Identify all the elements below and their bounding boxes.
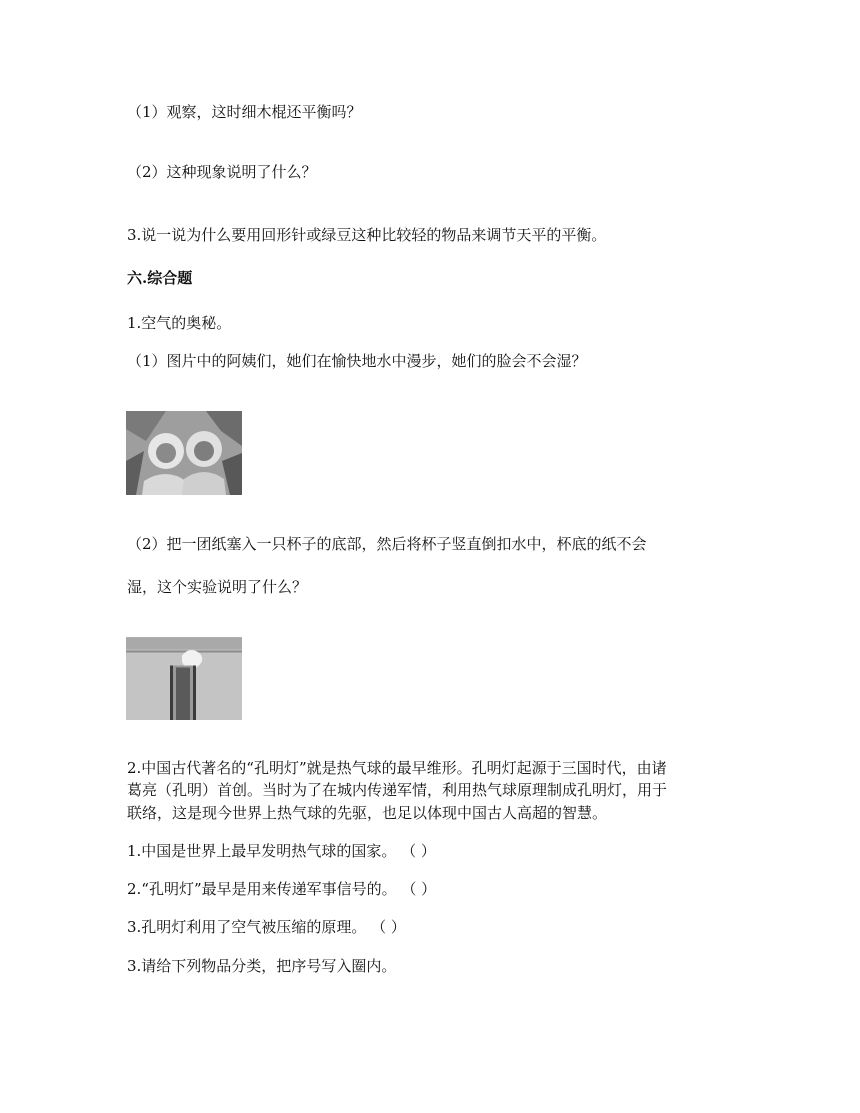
problem-3-title: 3.请给下列物品分类，把序号写入圈内。 <box>127 957 397 975</box>
question-1: （1）观察，这时细木棍还平衡吗？ <box>127 103 362 121</box>
judgement-3: 3.孔明灯利用了空气被压缩的原理。 （ ） <box>127 918 406 936</box>
section-title: 六.综合题 <box>127 269 193 287</box>
judgement-1: 1.中国是世界上最早发明热气球的国家。 （ ） <box>127 842 436 860</box>
cup-experiment-photo <box>126 637 242 720</box>
problem-1-subquestion-2-line-1: （2）把一团纸塞入一只杯子的底部，然后将杯子竖直倒扣水中，杯底的纸不会 <box>127 535 647 553</box>
divers-photo-graphic <box>126 411 242 495</box>
cup-experiment-graphic <box>126 637 242 720</box>
problem-1-title: 1.空气的奥秘。 <box>127 314 232 332</box>
problem-1-subquestion-1: （1）图片中的阿姨们，她们在愉快地水中漫步，她们的脸会不会湿？ <box>127 352 587 370</box>
judgement-2: 2.“孔明灯”最早是用来传递军事信号的。 （ ） <box>127 880 437 898</box>
problem-2-paragraph-line-1: 2.中国古代著名的“孔明灯”就是热气球的最早维形。孔明灯起源于三国时代，由诸 <box>127 759 667 777</box>
problem-1-subquestion-2-line-2: 湿，这个实验说明了什么？ <box>127 578 308 596</box>
problem-2-paragraph-line-3: 联络，这是现今世界上热气球的先驱，也足以体现中国古人高超的智慧。 <box>127 804 608 822</box>
question-3: 3.说一说为什么要用回形针或绿豆这种比较轻的物品来调节天平的平衡。 <box>127 226 607 244</box>
problem-2-paragraph-line-2: 葛亮（孔明）首创。当时为了在城内传递军情，利用热气球原理制成孔明灯，用于 <box>127 781 668 799</box>
divers-photo <box>126 411 242 495</box>
question-2: （2）这种现象说明了什么？ <box>127 163 317 181</box>
